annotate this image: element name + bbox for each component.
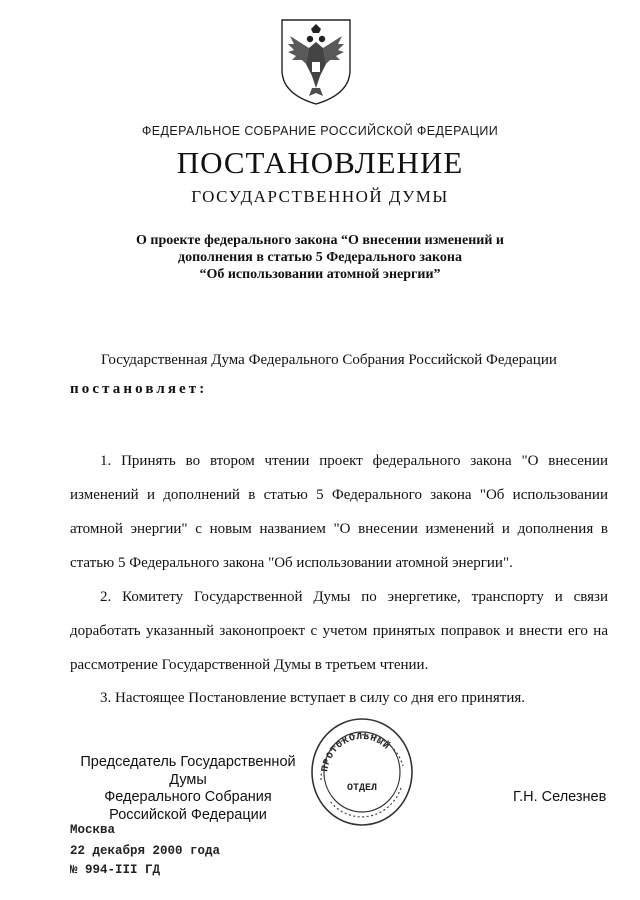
subject-line-3: “Об использовании атомной энергии” — [199, 267, 441, 282]
signatory-title-line-2: Федерального Собрания — [104, 789, 272, 805]
signatory-name: Г.Н. Селезнев — [513, 789, 607, 805]
preamble-text: Государственная Дума Федерального Собрания Российской Федерации — [101, 352, 557, 368]
signatory-title — [68, 754, 308, 824]
resolution-subject — [90, 232, 550, 283]
resolution-item-2: 2. Комитету Государственной Думы по энергетике, транспорту и связи доработать указанный законопроект с учетом принятых поправок и внести его на рассмотрение Государственной Думы в третьем чтении. — [70, 589, 608, 673]
date-of-adoption: 22 декабря 2000 года — [70, 844, 221, 858]
issuing-body-heading: ФЕДЕРАЛЬНОЕ СОБРАНИЕ РОССИЙСКОЙ ФЕДЕРАЦИИ — [141, 124, 499, 138]
resolution-item-1: 1. Принять во втором чтении проект федерального закона "О внесении изменений и дополнений в статью 5 Федерального закона "Об использовании атомной энергии" с новым названием "О внесении изменений и дополнения в статью 5 Федерального закона "Об использовании атомной энергии". — [70, 453, 608, 571]
stamp-center-text: ОТДЕЛ — [346, 783, 378, 794]
coat-of-arms-icon — [276, 14, 356, 106]
subject-line-2: дополнения в статью 5 Федерального закона — [178, 250, 462, 265]
document-issuer-subtitle: ГОСУДАРСТВЕННОЙ ДУМЫ — [191, 187, 449, 206]
resolves-keyword: постановляет: — [70, 381, 208, 397]
protocol-department-stamp — [309, 716, 415, 828]
document-number: № 994-III ГД — [70, 863, 161, 877]
signatory-title-line-1: Председатель Государственной Думы — [80, 754, 296, 788]
place-of-adoption: Москва — [70, 823, 116, 837]
document-type-title: ПОСТАНОВЛЕНИЕ — [176, 145, 464, 180]
svg-text:ПРОТОКОЛЬНЫЙ — [319, 731, 392, 773]
stamp-arc-text: ПРОТОКОЛЬНЫЙ — [319, 730, 393, 773]
subject-line-1: О проекте федерального закона “О внесении изменений и — [136, 233, 504, 248]
signatory-title-line-3: Российской Федерации — [109, 806, 267, 823]
resolution-item-3: 3. Настоящее Постановление вступает в силу со дня его принятия. — [100, 690, 526, 706]
